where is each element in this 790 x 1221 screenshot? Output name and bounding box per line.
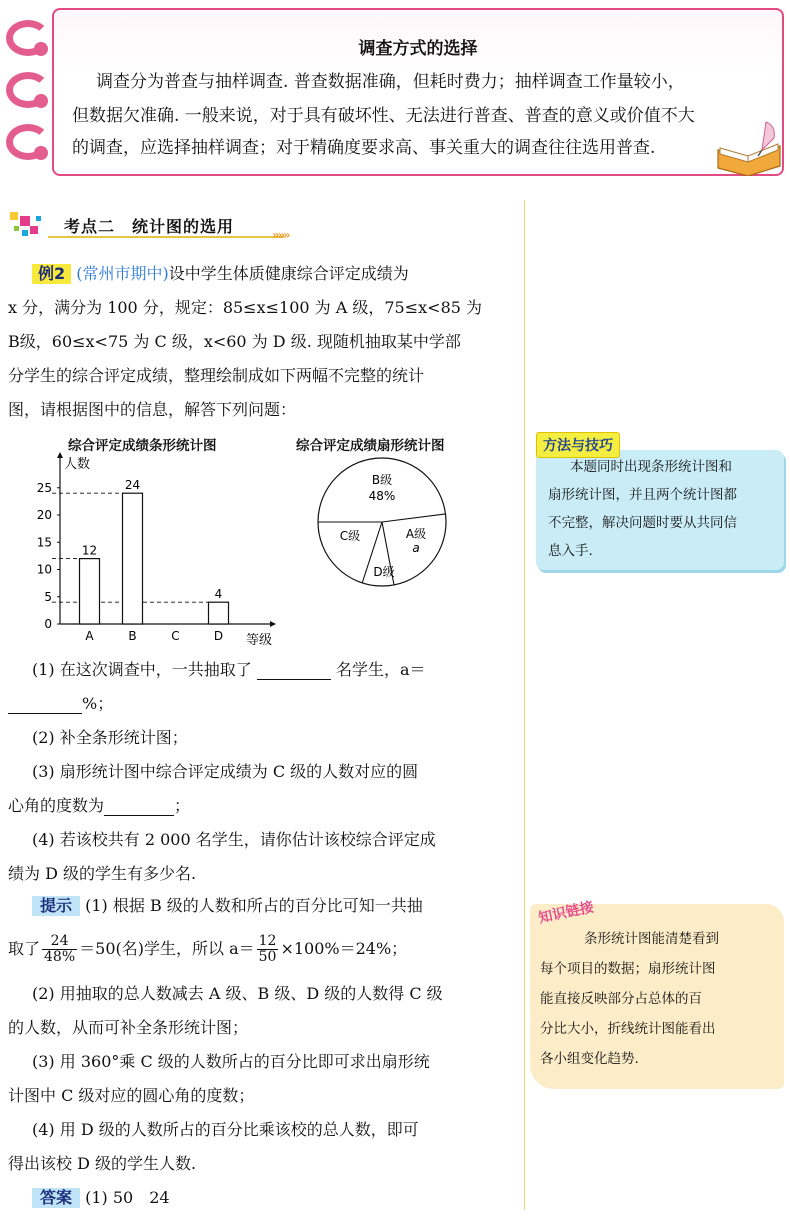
pie-label-d: D级 (373, 565, 395, 579)
x-tick-label: C (171, 629, 180, 643)
hint-text-2c: ×100%＝24%； (280, 939, 408, 958)
pie-label-c: C级 (339, 529, 361, 543)
link-line-1: 条形统计图能清楚看到 (584, 931, 719, 947)
q1-text-a: (1) 在这次调查中，一共抽取了 (32, 660, 252, 679)
y-axis-label: 人数 (64, 457, 91, 472)
y-tick-label: 0 (44, 617, 52, 631)
question-4-line-2: 绩为 D 级的学生有多少名. (8, 864, 197, 883)
q1-text-b: 名学生，a＝ (335, 660, 426, 679)
example-line-3: B级，60≤x<75 为 C 级，x<60 为 D 级. 现随机抽取某中学部 (8, 332, 461, 351)
q3-text-c: ； (174, 796, 191, 815)
frac-numerator: 12 (258, 933, 277, 949)
link-line-2: 每个项目的数据；扇形统计图 (540, 961, 716, 977)
answer-badge: 答案 (32, 1188, 80, 1208)
question-1-line-1 (32, 660, 426, 680)
bar-value-label: 12 (81, 543, 98, 558)
example-line-2: x 分，满分为 100 分，规定：85≤x≤100 为 A 级，75≤x<85 为 (8, 298, 483, 317)
example-line-4: 分学生的综合评定成绩，整理绘制成如下两幅不完整的统计 (8, 366, 425, 385)
x-tick-label: B (128, 629, 137, 643)
x-tick-label: D (213, 629, 224, 643)
example-badge: 例2 (32, 264, 71, 284)
knowledge-box-title: 调查方式的选择 (358, 39, 478, 59)
fraction-12-over-50 (257, 934, 279, 965)
question-4-line-1: (4) 若该校共有 2 000 名学生，请你估计该校综合评定成 (32, 830, 436, 849)
fraction-24-over-48 (42, 934, 77, 965)
frac-denominator: 48% (44, 949, 76, 965)
y-tick-label: 20 (36, 508, 52, 522)
hint-line-6: 计图中 C 级对应的圆心角的度数； (8, 1086, 255, 1105)
example-text-1: 设中学生体质健康综合评定成绩为 (168, 264, 409, 283)
bar (80, 559, 100, 624)
q1-answer-blank-1[interactable] (257, 661, 331, 680)
hint-line-8: 得出该校 D 级的学生人数. (8, 1154, 197, 1173)
book-quill-icon (714, 120, 784, 176)
bar (209, 602, 229, 624)
bar (123, 493, 143, 624)
link-line-5: 各小组变化趋势. (540, 1051, 639, 1067)
hint-line-7: (4) 用 D 级的人数所占的百分比乘该校的总人数，即可 (32, 1120, 419, 1139)
bar-chart (20, 450, 290, 650)
section-arrows-icon: »»» (272, 228, 289, 242)
hint-badge: 提示 (32, 896, 80, 916)
knowledge-link-badge: 知识链接 (537, 899, 596, 927)
x-axis-arrow (270, 621, 276, 627)
section-title: 考点二 统计图的选用 (64, 217, 235, 236)
link-line-3: 能直接反映部分占总体的百 (540, 991, 702, 1007)
question-3-line-1: (3) 扇形统计图中综合评定成绩为 C 级的人数对应的圆 (32, 762, 419, 781)
tips-line-2: 扇形统计图，并且两个统计图都 (548, 487, 737, 503)
y-tick-label: 10 (36, 562, 52, 577)
hint-line-5: (3) 用 360°乘 C 级的人数所占的百分比即可求出扇形统 (32, 1052, 430, 1071)
column-divider (524, 200, 525, 1210)
link-line-4: 分比大小，折线统计图能看出 (540, 1021, 716, 1037)
pie-label-b: B级 (371, 473, 393, 487)
pie-chart (312, 452, 452, 592)
tips-line-3: 不完整，解决问题时要从共同信 (548, 515, 737, 531)
example-line-5: 图，请根据图中的信息，解答下列问题： (8, 400, 297, 419)
frac-numerator: 24 (42, 934, 77, 950)
tips-badge: 方法与技巧 (536, 432, 620, 458)
bar-chart-title: 综合评定成绩条形统计图 (68, 438, 217, 454)
knowledge-line-1: 调查分为普查与抽样调查. 普查数据准确，但耗时费力；抽样调查工作量较小， (96, 72, 685, 92)
bar-value-label: 24 (124, 478, 141, 493)
x-axis-label: 等级 (246, 633, 273, 648)
pie-value-a: a (412, 541, 420, 555)
hint-line-3: (2) 用抽取的总人数减去 A 级、B 级、D 级的人数得 C 级 (32, 984, 443, 1003)
tips-line-4: 息入手. (548, 543, 593, 559)
y-axis-arrow (57, 452, 63, 458)
answer-text: (1) 50 24 (85, 1188, 170, 1207)
y-tick-label: 25 (36, 480, 52, 495)
hint-text-2b: ＝50(名)学生，所以 a＝ (79, 939, 255, 958)
pie-chart-title: 综合评定成绩扇形统计图 (296, 438, 445, 454)
hint-line-1 (32, 896, 423, 916)
section-squares-icon (6, 206, 46, 246)
answer-line (32, 1188, 170, 1208)
knowledge-line-3: 的调查，应选择抽样调查；对于精确度要求高、事关重大的调查往往选用普查. (72, 138, 656, 158)
pie-value-b: 48% (368, 489, 396, 503)
hint-line-4: 的人数，从而可补全条形统计图； (8, 1018, 249, 1037)
y-tick-label: 15 (36, 535, 52, 550)
hint-line-2 (8, 934, 407, 965)
section-underline (48, 236, 284, 238)
question-2: (2) 补全条形统计图； (32, 728, 188, 747)
q1-text-c: %； (82, 694, 114, 713)
question-3-line-2 (8, 796, 190, 816)
example-line-1 (32, 264, 409, 284)
frac-denominator: 50 (258, 949, 277, 965)
q1-answer-blank-2[interactable] (8, 695, 82, 714)
tips-line-1: 本题同时出现条形统计图和 (570, 459, 732, 475)
q3-answer-blank[interactable] (104, 797, 174, 816)
hint-text-1: (1) 根据 B 级的人数和所占的百分比可知一共抽 (85, 896, 423, 915)
knowledge-box (52, 8, 784, 176)
y-tick-label: 5 (44, 589, 52, 604)
knowledge-line-2: 但数据欠准确. 一般来说，对于具有破坏性、无法进行普查、普查的意义或价值不大 (72, 106, 695, 126)
example-source: (常州市期中) (76, 264, 169, 283)
question-1-line-2 (8, 694, 113, 714)
pie-label-a: A级 (405, 527, 427, 541)
hint-text-2a: 取了 (8, 939, 41, 958)
q3-text-b: 心角的度数为 (8, 796, 105, 815)
x-tick-label: A (85, 629, 94, 643)
bar-value-label: 4 (214, 587, 223, 602)
